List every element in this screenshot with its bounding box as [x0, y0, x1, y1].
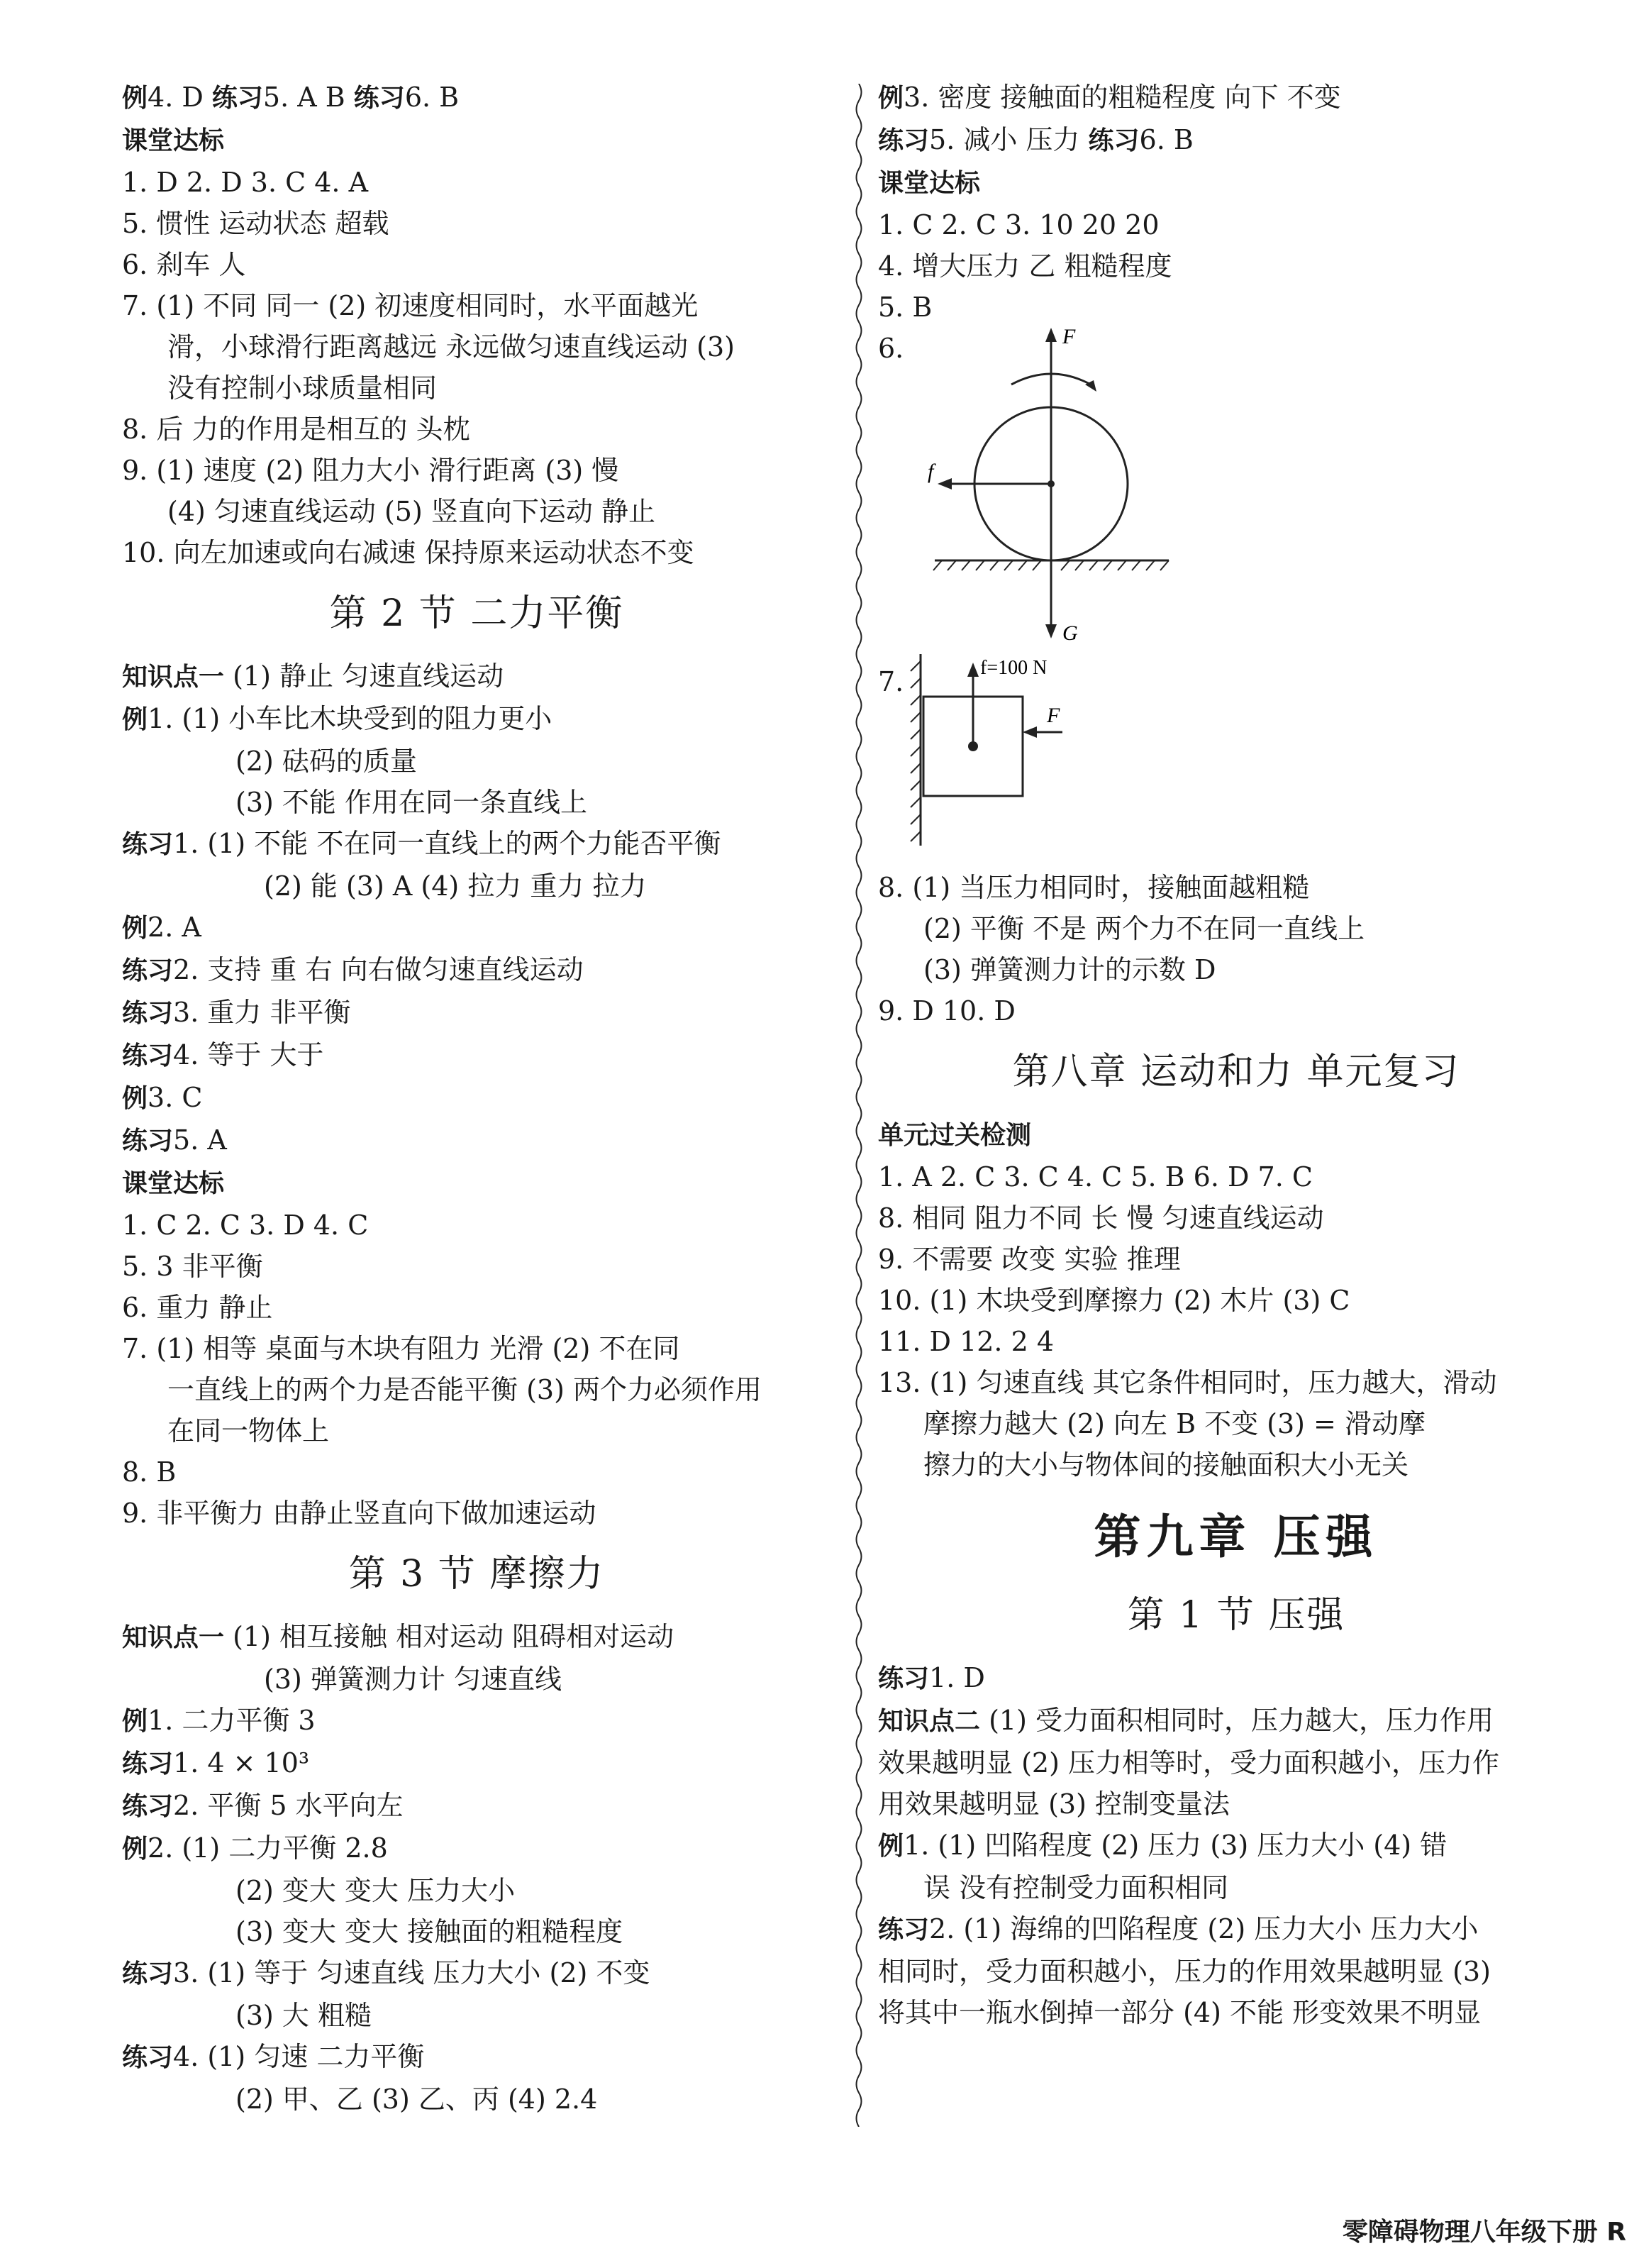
line-text: 相同时，受力面积越小，压力的作用效果越明显 (3) [878, 1956, 1491, 1987]
answer-line [878, 1700, 1594, 1742]
right-block-2 [878, 867, 1594, 1031]
right-column [878, 77, 1594, 2033]
section-3-title: 第 3 节 摩擦力 [348, 1553, 605, 1595]
answer-line [122, 1246, 831, 1287]
force-G-arrow [1045, 624, 1057, 638]
line-text: 4. (1) 匀速 二力平衡 [173, 2041, 425, 2072]
line-text: 擦力的大小与物体间的接触面积大小无关 [923, 1449, 1409, 1481]
line-text: 9. 非平衡力 由静止竖直向下做加速运动 [122, 1498, 596, 1529]
answer-line [122, 1785, 831, 1827]
line-label: 例 [122, 1707, 148, 1736]
line-label: 练习 [878, 1664, 930, 1693]
answer-line [122, 865, 831, 907]
line-text: (3) 弹簧测力计 匀速直线 [264, 1664, 562, 1695]
figure-7-number: 7. [878, 666, 904, 697]
answer-line [878, 908, 1594, 949]
left-block-3 [122, 1616, 831, 2120]
answer-line [122, 1911, 831, 1952]
answer-line [122, 2036, 831, 2079]
answer-line [878, 1825, 1594, 1867]
line-text: 9. (1) 速度 (2) 阻力大小 滑行距离 (3) 慢 [122, 455, 619, 486]
line-text: (2) 能 (3) A (4) 拉力 重力 拉力 [264, 870, 647, 902]
line-text: (3) 不能 作用在同一条直线上 [235, 787, 587, 818]
answer-line [878, 1444, 1594, 1486]
right-block-4 [878, 1657, 1594, 2033]
answer-line [122, 532, 831, 573]
line-text: (3) 变大 变大 接触面的粗糙程度 [235, 1916, 623, 1947]
answer-line [122, 1119, 831, 1162]
force-F-arrow [1045, 328, 1057, 342]
line-label: 练习 [122, 1127, 174, 1156]
line-label: 例 [122, 1835, 148, 1864]
answer-line [878, 1156, 1594, 1197]
line-text: (3) 大 粗糙 [235, 2000, 372, 2031]
line-label: 练习 [211, 84, 263, 113]
line-label: 练习 [122, 1041, 174, 1071]
answer-line [122, 203, 831, 244]
answer-line [122, 1742, 831, 1785]
line-text: (2) 平衡 不是 两个力不在同一直线上 [923, 913, 1365, 944]
line-label: 练习 [1088, 126, 1140, 155]
answer-line [878, 1951, 1594, 1992]
line-label: 练习 [353, 84, 405, 113]
line-label: 例 [122, 914, 148, 943]
line-text: 8. (1) 当压力相同时，接触面越粗糙 [878, 872, 1310, 903]
line-text: 1. (1) 不能 不在同一直线上的两个力能否平衡 [173, 828, 721, 859]
line-text: 一直线上的两个力是否能平衡 (3) 两个力必须作用 [167, 1374, 762, 1405]
line-text: 在同一物体上 [167, 1415, 330, 1446]
line-text: 4. 等于 大于 [173, 1039, 324, 1071]
line-text: 10. 向左加速或向右减速 保持原来运动状态不变 [122, 537, 694, 568]
answer-line [878, 1783, 1594, 1825]
line-text: 10. (1) 木块受到摩擦力 (2) 木片 (3) C [878, 1285, 1350, 1316]
line-label: 知识点二 [878, 1707, 981, 1736]
answer-line [122, 244, 831, 285]
figure-6 [878, 325, 1594, 661]
right-block-3 [878, 1114, 1594, 1486]
answer-line [878, 1362, 1594, 1403]
line-text: 9. D 10. D [878, 995, 1016, 1027]
line-text: 7. (1) 不同 同一 (2) 初速度相同时，水平面越光 [122, 290, 699, 321]
line-label: 课堂达标 [122, 1169, 225, 1198]
line-text: 2. (1) 二力平衡 2.8 [148, 1832, 388, 1864]
figure-6-number: 6. [878, 333, 904, 364]
line-label: 练习 [122, 1792, 174, 1821]
answer-line [878, 1197, 1594, 1239]
line-label: 练习 [878, 126, 930, 155]
left-block-2 [122, 655, 831, 1534]
answer-line [122, 77, 831, 119]
right-block-1 [878, 77, 1594, 328]
line-text: 4. D [148, 82, 212, 113]
answer-line [878, 204, 1594, 245]
answer-line [122, 450, 831, 491]
line-text: 摩擦力越大 (2) 向左 B 不变 (3) = 滑动摩 [923, 1408, 1426, 1439]
line-text: 用效果越明显 (3) 控制变量法 [878, 1788, 1230, 1820]
friction-arrow [938, 478, 952, 489]
line-text: 1. (1) 凹陷程度 (2) 压力 (3) 压力大小 (4) 错 [904, 1830, 1448, 1861]
wheel-force-diagram [921, 314, 1204, 647]
answer-line [122, 1034, 831, 1077]
answer-line [122, 1659, 831, 1700]
line-text: 滑，小球滑行距离越远 永远做匀速直线运动 (3) [167, 331, 735, 363]
label-f: f [928, 460, 934, 483]
answer-line [122, 1162, 831, 1205]
page-footer: 零障碍物理八年级下册 R [1342, 2218, 1626, 2247]
answer-line [878, 119, 1594, 162]
line-text: 5. A B [262, 82, 354, 113]
line-text: 6. 重力 静止 [122, 1292, 273, 1323]
line-text: 8. B [122, 1456, 177, 1488]
line-label: 课堂达标 [122, 126, 225, 155]
line-text: 误 没有控制受力面积相同 [923, 1872, 1229, 1903]
line-text: 2. A [148, 912, 201, 943]
line-label: 课堂达标 [878, 169, 981, 198]
line-label: 练习 [122, 999, 174, 1028]
line-text: 5. A [173, 1124, 227, 1156]
line-text: 没有控制小球质量相同 [167, 372, 438, 404]
answer-line [878, 1239, 1594, 1280]
answer-line [122, 823, 831, 865]
answer-line [122, 409, 831, 450]
answer-line [878, 990, 1594, 1031]
line-label: 单元过关检测 [878, 1121, 1032, 1150]
line-text: 5. 3 非平衡 [122, 1251, 263, 1282]
wall-block-diagram [906, 654, 1119, 860]
line-text: 1. D [929, 1662, 985, 1693]
line-text: 3. 重力 非平衡 [173, 997, 351, 1028]
line-text: 13. (1) 匀速直线 其它条件相同时，压力越大，滑动 [878, 1367, 1497, 1398]
answer-line [122, 1700, 831, 1742]
line-text: 6. B [1139, 124, 1194, 155]
answer-line [878, 1908, 1594, 1951]
line-text: 6. 刹车 人 [122, 249, 246, 280]
line-text: 2. 平衡 5 水平向左 [173, 1790, 404, 1821]
line-text: (2) 甲、乙 (3) 乙、丙 (4) 2.4 [235, 2084, 598, 2115]
line-label: 例 [878, 1832, 904, 1861]
left-column [122, 77, 831, 2120]
line-text: 1. 4 × 10³ [173, 1747, 310, 1779]
label-F: F [1062, 325, 1076, 348]
line-label: 例 [122, 1084, 148, 1113]
answer-line [878, 1992, 1594, 2033]
answer-line [122, 1870, 831, 1911]
answer-line [122, 655, 831, 698]
answer-line [122, 1205, 831, 1246]
line-text: 3. 密度 接触面的粗糙程度 向下 不变 [904, 82, 1341, 113]
line-text: 5. B [878, 292, 933, 323]
figure-7 [878, 657, 1594, 867]
review-title: 第八章 运动和力 单元复习 [1012, 1051, 1460, 1093]
line-text: 2. 支持 重 右 向右做匀速直线运动 [173, 954, 584, 985]
answer-line [122, 1616, 831, 1659]
answer-line [122, 782, 831, 823]
answer-line [122, 2079, 831, 2120]
column-divider [852, 84, 865, 2127]
answer-line [122, 907, 831, 949]
line-text: 1. D 2. D 3. C 4. A [122, 167, 369, 198]
line-text: 6. B [404, 82, 460, 113]
answer-line [122, 326, 831, 367]
line-label: 知识点一 [122, 1623, 225, 1652]
answer-line [878, 949, 1594, 990]
line-text: (1) 静止 匀速直线运动 [224, 660, 504, 692]
answer-line [122, 1369, 831, 1410]
line-label: 例 [122, 705, 148, 734]
line-text: 8. 后 力的作用是相互的 头枕 [122, 414, 470, 445]
line-label: 练习 [878, 1915, 930, 1945]
answer-line [122, 1493, 831, 1534]
answer-line [122, 949, 831, 992]
line-text: (2) 砝码的质量 [235, 746, 417, 777]
answer-line [878, 867, 1594, 908]
line-label: 例 [122, 84, 148, 113]
line-text: (1) 受力面积相同时，压力越大，压力作用 [980, 1705, 1494, 1736]
answer-line [122, 1827, 831, 1870]
answer-line [122, 1410, 831, 1451]
answer-line [122, 491, 831, 532]
line-text: (2) 变大 变大 压力大小 [235, 1875, 516, 1906]
answer-line [878, 1280, 1594, 1321]
answer-line [122, 1328, 831, 1369]
chapter-9-title: 第九章 压强 [1094, 1510, 1379, 1564]
answer-line [122, 741, 831, 782]
answer-line [878, 1867, 1594, 1908]
answer-line [878, 1321, 1594, 1362]
line-text: 1. (1) 小车比木块受到的阻力更小 [148, 703, 552, 734]
line-text: (4) 匀速直线运动 (5) 竖直向下运动 静止 [167, 496, 655, 527]
line-text: 5. 减小 压力 [929, 124, 1089, 155]
answer-line [122, 992, 831, 1034]
line-label: 例 [878, 84, 904, 113]
answer-line [878, 245, 1594, 287]
answer-line [878, 1657, 1594, 1700]
answer-line [122, 119, 831, 162]
answer-line [122, 162, 831, 203]
line-text: 11. D 12. 2 4 [878, 1326, 1055, 1357]
line-text: 效果越明显 (2) 压力相等时，受力面积越小，压力作 [878, 1747, 1499, 1779]
line-text: 3. C [148, 1082, 203, 1113]
line-text: 7. (1) 相等 桌面与木块有阻力 光滑 (2) 不在同 [122, 1333, 680, 1364]
label-G: G [1062, 621, 1078, 645]
line-label: 练习 [122, 956, 174, 985]
left-block-1 [122, 77, 831, 573]
label-F7: F [1047, 704, 1060, 727]
label-f100: f=100 N [980, 657, 1048, 679]
section-2-title: 第 2 节 二力平衡 [329, 592, 624, 635]
answer-line [878, 1114, 1594, 1156]
line-label: 知识点一 [122, 663, 225, 692]
answer-line [122, 1077, 831, 1119]
answer-line [122, 285, 831, 326]
answer-line [878, 162, 1594, 204]
line-text: 9. 不需要 改变 实验 推理 [878, 1244, 1181, 1275]
line-text: 1. C 2. C 3. 10 20 20 [878, 209, 1160, 240]
line-text: 1. 二力平衡 3 [148, 1705, 316, 1736]
line-label: 练习 [122, 1749, 174, 1779]
answer-line [878, 1742, 1594, 1783]
line-text: (3) 弹簧测力计的示数 D [923, 954, 1216, 985]
answer-line [122, 698, 831, 741]
line-text: 8. 相同 阻力不同 长 慢 匀速直线运动 [878, 1202, 1324, 1234]
line-text: 将其中一瓶水倒掉一部分 (4) 不能 形变效果不明显 [878, 1997, 1482, 2028]
line-label: 练习 [122, 2043, 174, 2072]
line-text: 1. A 2. C 3. C 4. C 5. B 6. D 7. C [878, 1161, 1313, 1193]
answer-line [122, 1287, 831, 1328]
answer-line [122, 1952, 831, 1995]
line-text: (1) 相互接触 相对运动 阻碍相对运动 [224, 1621, 674, 1652]
answer-line [878, 77, 1594, 119]
answer-line [878, 1403, 1594, 1444]
line-text: 2. (1) 海绵的凹陷程度 (2) 压力大小 压力大小 [929, 1913, 1479, 1945]
line-text: 4. 增大压力 乙 粗糙程度 [878, 250, 1172, 282]
line-label: 练习 [122, 1959, 174, 1988]
section-9-1-title: 第 1 节 压强 [1127, 1594, 1345, 1637]
line-text: 5. 惯性 运动状态 超载 [122, 208, 389, 239]
line-text: 1. C 2. C 3. D 4. C [122, 1210, 369, 1241]
line-label: 练习 [122, 830, 174, 859]
answer-line [122, 1995, 831, 2036]
line-text: 3. (1) 等于 匀速直线 压力大小 (2) 不变 [173, 1957, 650, 1988]
answer-line [122, 1451, 831, 1493]
answer-line [122, 367, 831, 409]
